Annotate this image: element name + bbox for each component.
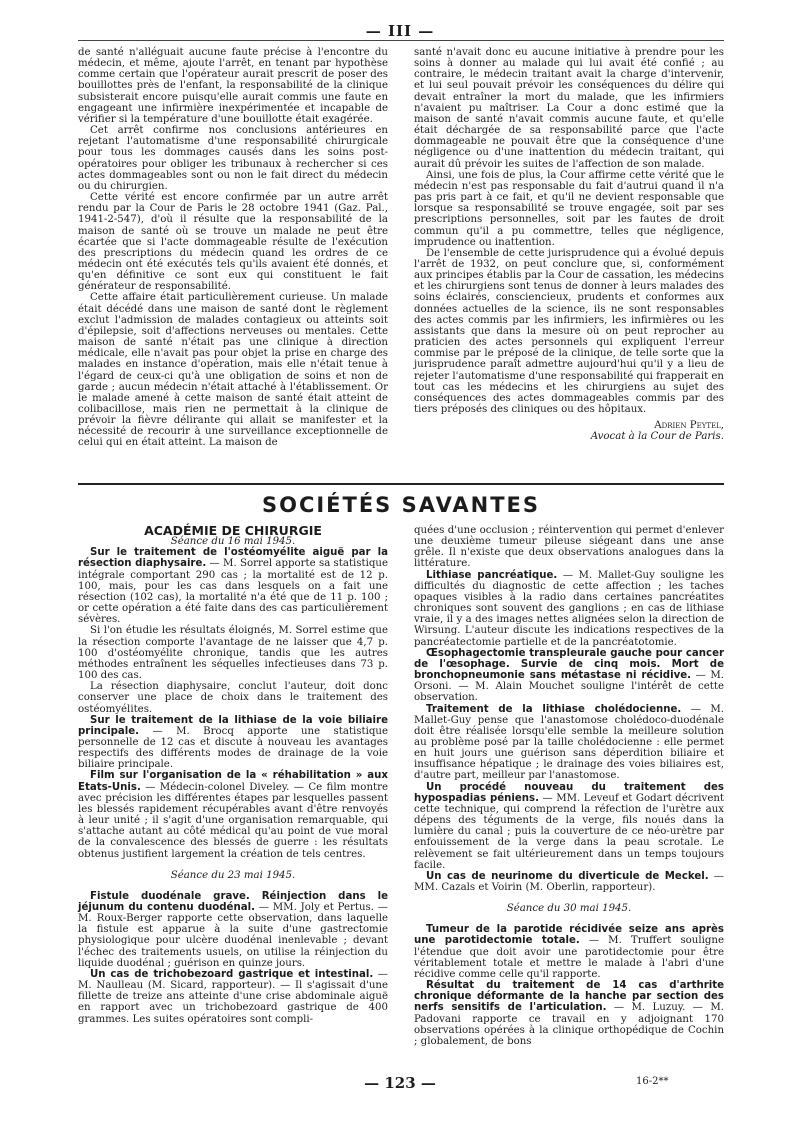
paragraph: Cet arrêt confirme nos conclusions antérieures en rejetant l'automatisme d'une responsabilité chirurgicale pour tous les dommages causés dans les soins post-opératoires pour obliger les tribunaux à rechercher si ces actes dommageables sont ou non le fait direct du médecin ou du chirurgien.: [78, 125, 388, 192]
section-rule: [78, 483, 724, 485]
page-number: — 123 —: [364, 1074, 436, 1092]
report-item: [414, 980, 724, 1047]
signature-role: Avocat à la Cour de Paris.: [590, 431, 724, 443]
article-right-column: [414, 47, 724, 442]
academie-right-column: [414, 525, 724, 1047]
paragraph: Cette vérité est encore confirmée par un autre arrêt rendu par la Cour de Paris le 28 octobre 1941 (Gaz. Pal., 1941-2-547), d'où il résulte que la responsabilité de la maison de santé où se trouve un malade ne peut être écartée que si l'acte dommageable résulte de l'exécution des prescriptions du médecin quand les ordres de ce médecin ont été exécutés tels qu'ils avaient été donnés, et qu'en définitive ce sont eux qui constituent le fait générateur de responsabilité.: [78, 192, 388, 293]
report-list: [78, 547, 388, 859]
report-title: Résultat du traitement de 14 cas d'arthrite chronique déformante de la hanche par section des nerfs sensitifs de l'articulation.: [414, 980, 724, 1014]
paragraph: De l'ensemble de cette jurisprudence qui a évolué depuis l'arrêt de 1932, on peut conclure que, si, conformément aux principes établis par la Cour de cassation, les médecins et les chirurgiens sont tenus de donner à leurs malades des soins éclairés, consciencieux, prudents et conformes aux données actuelles de la science, ils ne sont responsables des actes commis par les infirmiers, les infirmières ou les assistants que dans la mesure où on peut reprocher au praticien des actes personnels qui expliquent l'erreur commise par le préposé de la clinique, de telle sorte que la jurisprudence paraît admettre aujourd'hui qu'il y a lieu de rejeter l'automatisme d'une responsabilité qui frapperait en tout cas les médecins et les chirurgiens au sujet des conséquences des actes dommageables commis par des tiers préposés des cliniques ou des hôpitaux.: [414, 247, 724, 415]
report-title: Fistule duodénale grave. Réinjection dans le jéjunum du contenu duodénal.: [78, 890, 388, 913]
report-item: [78, 891, 388, 969]
report-list: [414, 525, 724, 893]
report-item: [78, 715, 388, 771]
report-text: — MM. Leveuf et Godart décrivent cette technique, qui comprend la réfection de l'urètre aux dépens des téguments de la verge, fils noués dans la lumière du canal ; puis la couverture de ce néo-urètre par enfouissement de la verge dans la peau scrotale. Le relèvement se fait ultérieurement dans un temps toujours facile.: [414, 792, 724, 871]
report-title: Film sur l'organisation de la « réhabilitation » aux Etats-Unis.: [78, 770, 388, 793]
report-item: [414, 704, 724, 782]
report-item: [414, 871, 724, 893]
report-title: Sur le traitement de la lithiase de la voie biliaire principale.: [78, 714, 388, 737]
report-list: [414, 924, 724, 1047]
report-item: [414, 570, 724, 648]
report-text: — M. Luzuy. — M. Padovani rapporte ce travail en y adjoignant 170 observations opérées à la clinique orthopédique de Cochin ; globalement, de bons: [414, 1002, 724, 1047]
report-text: — MM. Joly et Pertus. — M. Roux-Berger rapporte cette observation, dans laquelle la fistule est apparue à la suite d'une gastrectomie physiologique pour ulcère duodénal inenlevable ; devant l'échec des traitements usuels, on utilise la réinjection du liquide duodénal ; guérison en quinze jours.: [78, 902, 388, 969]
report-text: — M. Mallet-Guy pense que l'anastomose cholédoco-duodénale doit être réalisée lorsqu'elle semble la meilleure solution au problème posé par la taille cholédocienne : elle permet en huit jours une guérison sans déperdition biliaire et insuffisance hépatique ; le drainage des voies biliaires est, d'autre part, meilleur par l'anastomose.: [414, 703, 724, 782]
report-title: Un cas de neurinome du diverticule de Meckel.: [426, 870, 709, 882]
report-title: Lithiase pancréatique.: [426, 569, 558, 581]
report-item: [78, 547, 388, 625]
report-text: — MM. Cazals et Voirin (M. Oberlin, rapporteur).: [414, 870, 724, 893]
report-item: [414, 782, 724, 871]
report-text: — M. Truffert souligne l'étendue que doit avoir une parotidectomie pour être véritablement totale et mettre le malade à l'abri d'une récidive comme celle qu'il rapporte.: [414, 935, 724, 980]
academie-title: ACADÉMIE DE CHIRURGIE: [144, 523, 322, 538]
academie-left-column: [78, 525, 388, 1025]
report-title: Un cas de trichobezoard gastrique et intestinal.: [90, 968, 374, 980]
report-text: — M. Sorrel apporte sa statistique intégrale comportant 290 cas ; la mortalité est de 12 p. 100, mais, pour les cas dans lesquels on a fait une résection (102 cas), la mortalité n'a été que de 11 p. 100 ; or cette opération a été faite dans des cas particulièrement sévères.: [78, 558, 388, 626]
report-item: [414, 648, 724, 704]
signature: [414, 420, 724, 442]
report-text: — Médecin-colonel Diveley. — Ce film montre avec précision les différentes étapes par lesquelles passent les blessés rapidement récupérables avant d'être renvoyés à leur unité ; il s'agit d'une organisation remarquable, qui s'attache autant au côté médical qu'au point de vue moral de la convalescence des blessés de guerre : les résultats obtenus justifient largement la création de tels centres.: [78, 781, 388, 860]
report-text: — M. Brocq apporte une statistique personnelle de 12 cas et discute à nouveau les avantages respectifs des différents modes de drainage de la voie biliaire principale.: [78, 725, 388, 771]
report-text: — M. Orsoni. — M. Alain Mouchet souligne l'intérêt de cette observation.: [414, 670, 724, 704]
paragraph: Ainsi, une fois de plus, la Cour affirme cette vérité que le médecin n'est pas responsable du fait d'autrui quand il n'a pas pris part à ce fait, et qu'il ne devient responsable que lorsque sa responsabilité se trouve engagée, soit par ses prescriptions personnelles, soit par les fautes de droit commun qu'il a pu commettre, telles que négligence, imprudence ou inattention.: [414, 169, 724, 248]
report-item: [78, 969, 388, 1025]
report-item: [414, 525, 724, 570]
report-list: [78, 891, 388, 1025]
report-text: La résection diaphysaire, conclut l'auteur, doit donc conserver une place de choix dans le traitement des ostéomyélites.: [78, 681, 388, 715]
report-text: quées d'une occlusion ; réintervention qui permet d'enlever une deuxième tumeur pileuse siégeant dans une anse grêle. Il n'existe que deux observations analogues dans la littérature.: [414, 525, 724, 570]
article-left-column: [78, 47, 388, 449]
page-header-roman: — III —: [365, 22, 435, 40]
signature-mark: 16-2**: [636, 1076, 669, 1087]
report-title: Œsophagectomie transpleurale gauche pour cancer de l'œsophage. Survie de cinq mois. Mort de bronchopneumonie sans métastase ni récidive.: [414, 647, 724, 682]
report-text: — M. Mallet-Guy souligne les difficultés du diagnostic de cette affection ; les taches opaques visibles à la radio dans certaines pancréatites chroniques sont souvent des ganglions ; en cas de lithiase vraie, il y a des images nettes alignées selon la direction de Wirsung. L'auteur discute les indications respectives de la pancréatectomie partielle et de la pancréatotomie.: [414, 569, 724, 648]
paragraph: de santé n'alléguait aucune faute précise à l'encontre du médecin, et même, ajoute l'arrêt, en tenant par hypothèse comme certain que l'opérateur aurait prescrit de poser des bouillottes près de l'enfant, la responsabilité de la clinique subsisterait encore puisqu'elle aurait commis une faute en engageant une infirmière inexpérimentée et incapable de vérifier si la température d'une bouillotte était exagérée.: [78, 47, 388, 125]
report-text: — M. Naulleau (M. Sicard, rapporteur). — Il s'agissait d'une fillette de treize ans atteinte d'une crise abdominale aiguë en rapport avec un trichobezoard gastrique de 400 grammes. Les suites opératoires sont compli-: [78, 968, 388, 1025]
report-title: Tumeur de la parotide récidivée seize ans après une parotidectomie totale.: [414, 924, 724, 947]
paragraph: Cette affaire était particulièrement curieuse. Un malade était décédé dans une maison de santé dont le règlement exclut l'admission de malades contagieux ou atteints soit d'épilepsie, soit d'affections nerveuses ou mentales. Cette maison de santé n'était pas une clinique à direction médicale, elle n'avait pas pour objet la prise en charge des malades en instance d'opération, mais elle n'était tenue à l'égard de ceux-ci qu'à une obligation de soins et non de garde ; aucun médecin n'était attaché à l'établissement. Or le malade amené à cette maison de santé était atteint de colibacillose, mais rien ne permettait à la clinique de prévoir la fièvre délirante qui allait se manifester et la nécessité de recourir à une surveillance exceptionnelle de celui qui en était atteint. La maison de: [78, 292, 388, 449]
seance-date: Séance du 16 mai 1945.: [170, 536, 296, 548]
report-item: [78, 681, 388, 714]
seance-date: Séance du 23 mai 1945.: [170, 869, 296, 881]
report-text: Si l'on étudie les résultats éloignés, M. Sorrel estime que la résection comporte l'avantage de ne laisser que 4,7 p. 100 d'ostéomyélite chronique, tandis que les autres méthodes entraînent les séquelles infectieuses dans 73 p. 100 des cas.: [78, 625, 388, 682]
report-title: Un procédé nouveau du traitement des hypospadias péniens.: [414, 781, 724, 804]
seance-date: Séance du 30 mai 1945.: [506, 903, 632, 915]
report-item: [78, 770, 388, 859]
paragraph: santé n'avait donc eu aucune initiative à prendre pour les soins à donner au malade qui lui avait été confié ; au contraire, le médecin traitant avait la charge d'intervenir, et lui seul pouvait prévoir les conséquences du délire qui devait entraîner la mort du malade, que les infirmiers n'avaient pu maîtriser. La Cour a donc estimé que la maison de santé n'avait commis aucune faute, et qu'elle était déchargée de sa responsabilité parce que l'acte dommageable ne pouvait être que la conséquence d'une négligence ou d'une inattention du médecin traitant, qui aurait dû prévoir les suites de l'affection de son malade.: [414, 47, 724, 170]
report-item: [78, 625, 388, 681]
report-title: Traitement de la lithiase cholédocienne.: [426, 703, 682, 715]
report-item: [414, 924, 724, 980]
section-title: SOCIÉTÉS SAVANTES: [261, 493, 541, 517]
signature-name: Adrien Peytel,: [654, 420, 724, 432]
header-rule: [78, 40, 724, 41]
report-title: Sur le traitement de l'ostéomyélite aiguë par la résection diaphysaire.: [78, 547, 388, 570]
